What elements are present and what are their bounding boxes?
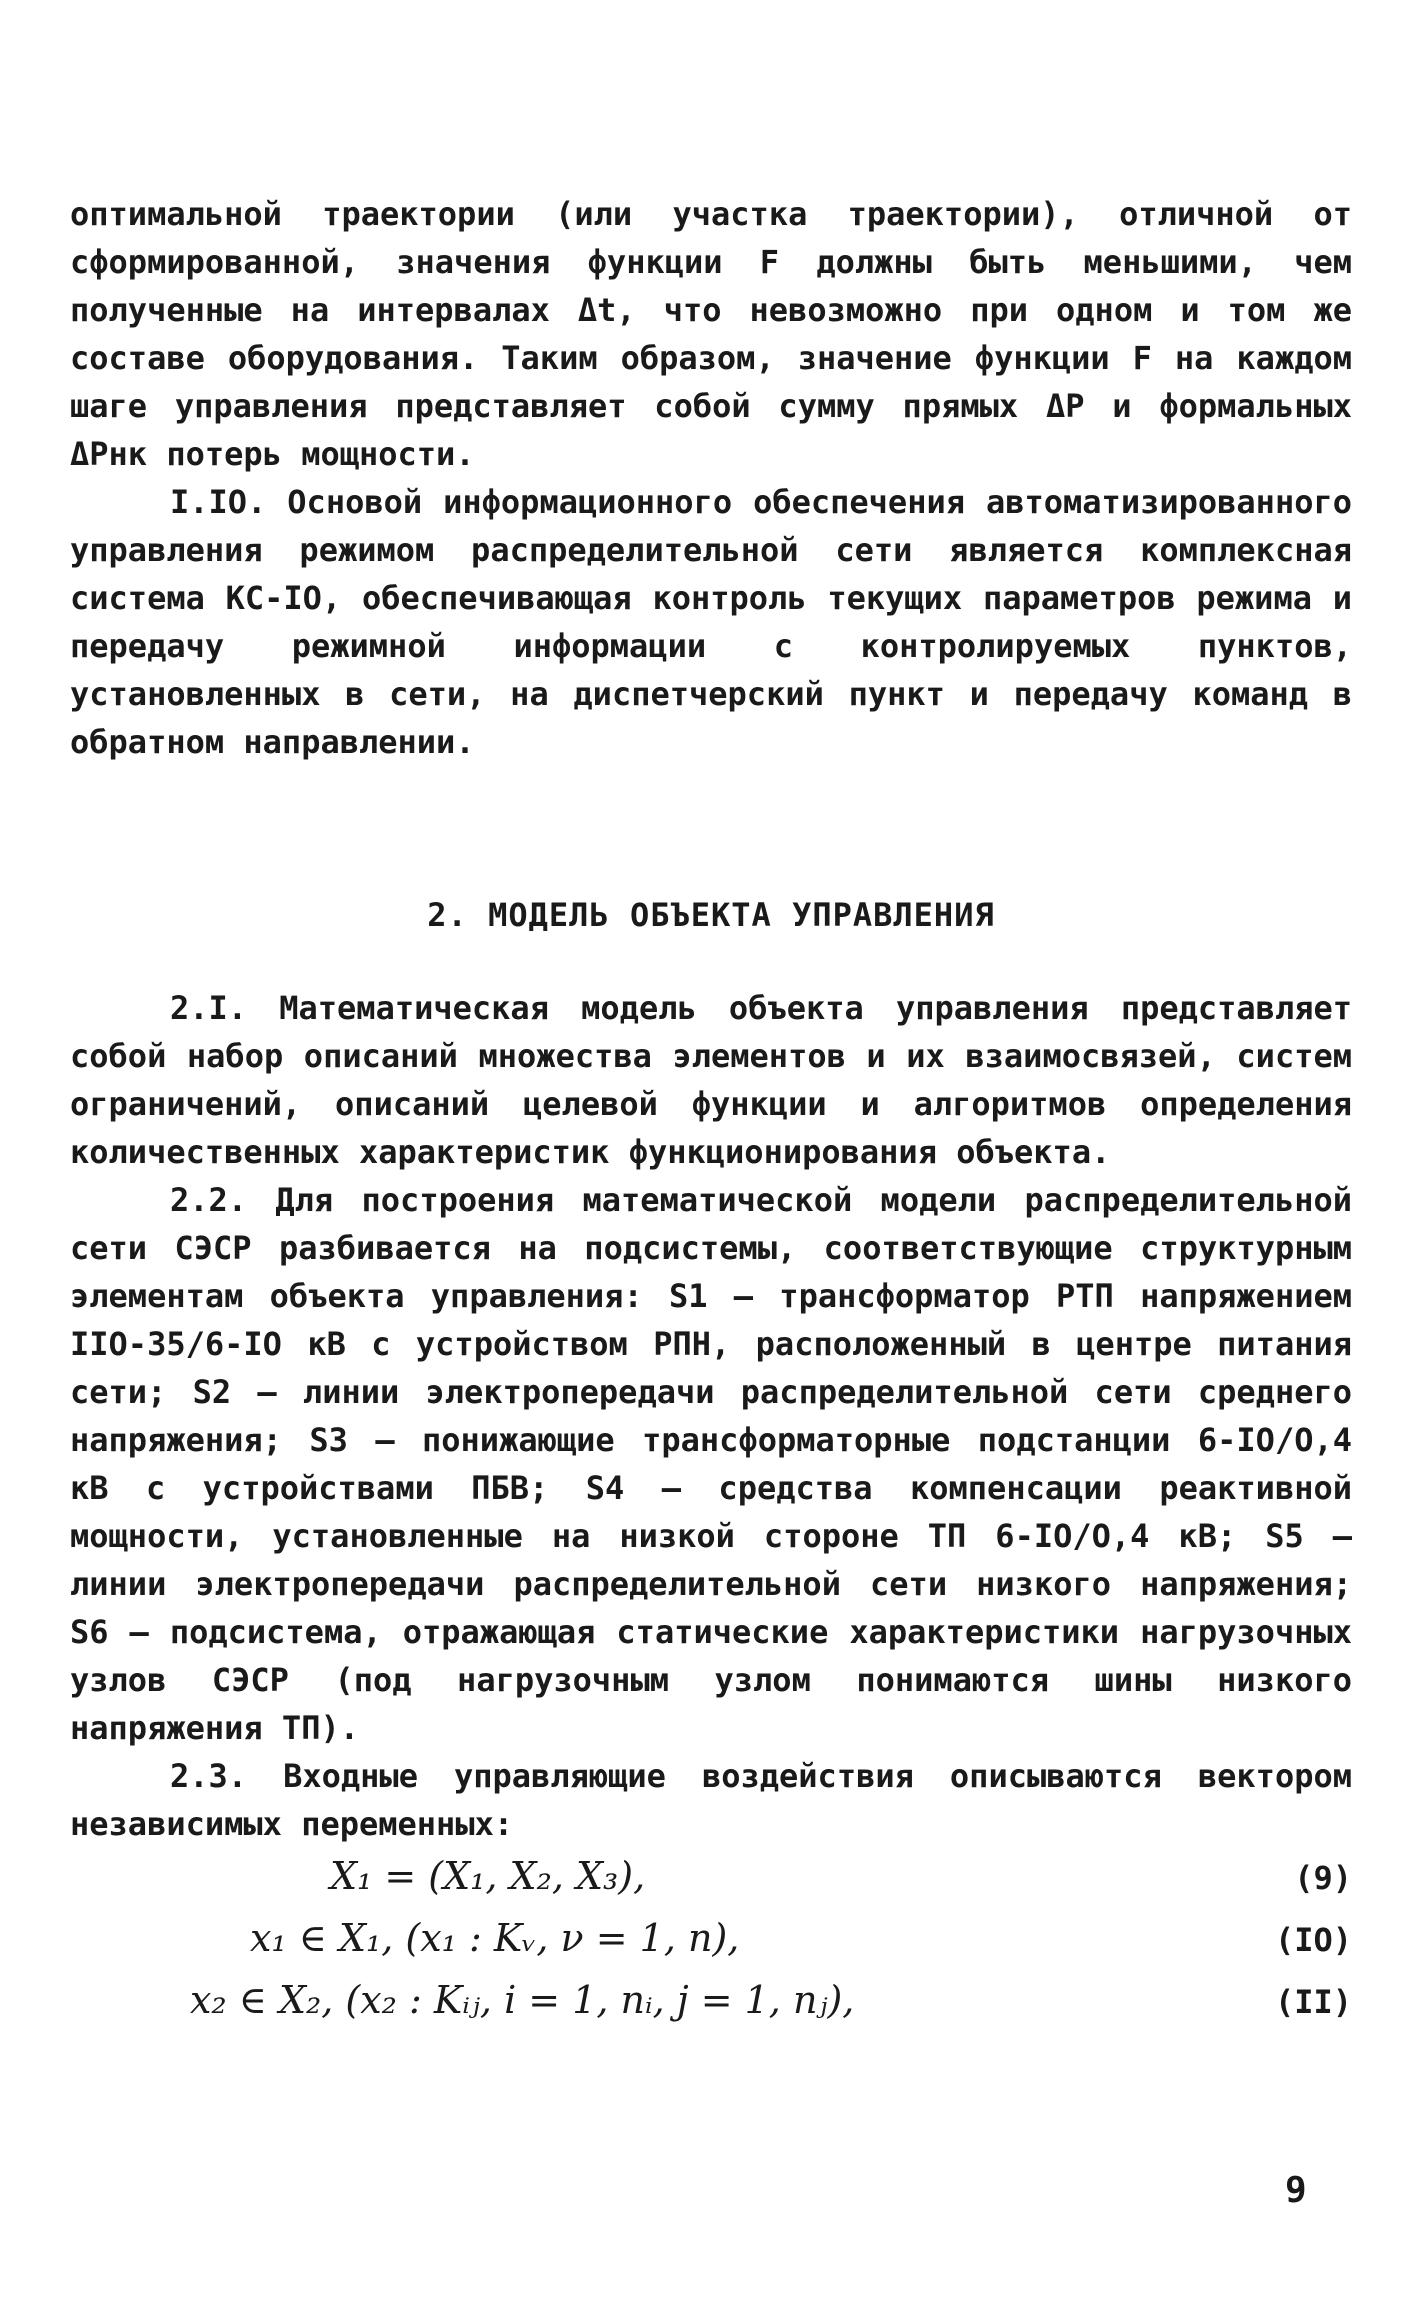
formula-11 <box>70 1972 1352 2034</box>
section-heading: 2. МОДЕЛЬ ОБЪЕКТА УПРАВЛЕНИЯ <box>427 896 995 934</box>
formula-expression: x₁ ∈ X₁, (x₁ : Kᵥ, ν = 1, n), <box>250 1916 740 1960</box>
formula-expression: x₂ ∈ X₂, (x₂ : Kᵢⱼ, i = 1, nᵢ, j = 1, nⱼ), <box>190 1978 855 2022</box>
paragraph-2-3: 2.3. Входные управляющие воздействия описываются вектором независимых переменных: <box>70 1757 1352 1843</box>
formula-number: (II) <box>1274 1983 1352 2021</box>
paragraph-1-10: I.IO. Основой информационного обеспечения автоматизированного управления режимом распределительной сети является комплексная система КС-IO, обеспечивающая контроль текущих параметров режима и передачу режимной информации с контролируемых пунктов, установленных в сети, на диспетчерский пункт и передачу команд в обратном направлении. <box>70 483 1352 761</box>
paragraph-2-1: 2.I. Математическая модель объекта управления представляет собой набор описаний множества элементов и их взаимосвязей, систем ограничений, описаний целевой функции и алгоритмов определения количественных характеристик функционирования объекта. <box>70 989 1352 1171</box>
paragraph-continuation: оптимальной траектории (или участка траектории), отличной от сформированной, значения функции F должны быть меньшими, чем полученные на интервалах Δt, что невозможно при одном и том же составе оборудования. Таким образом, значение функции F на каждом шаге управления представляет собой сумму прямых ΔP и формальных ΔPнк потерь мощности. <box>70 195 1352 473</box>
formula-number: (9) <box>1294 1859 1352 1897</box>
paragraph-2-2: 2.2. Для построения математической модели распределительной сети СЭСР разбивается на подсистемы, соответствующие структурным элементам объекта управления: S1 – трансформатор РТП напряжением IIO-35/6-IO кВ с устройством РПН, расположенный в центре питания сети; S2 – линии электропередачи распределительной сети среднего напряжения; S3 – понижающие трансформаторные подстанции 6-IO/O,4 кВ с устройствами ПБВ; S4 – средства компенсации реактивной мощности, установленные на низкой стороне ТП 6-IO/O,4 кВ; S5 – линии электропередачи распределительной сети низкого напряжения; S6 – подсистема, отражающая статические характеристики нагрузочных узлов СЭСР (под нагрузочным узлом понимаются шины низкого напряжения ТП). <box>70 1181 1352 1747</box>
document-page <box>70 190 1352 2034</box>
formula-9 <box>70 1848 1352 1910</box>
formula-10 <box>70 1910 1352 1972</box>
formula-number: (IO) <box>1274 1921 1352 1959</box>
formula-expression: X₁ = (X₁, X₂, X₃), <box>330 1854 646 1898</box>
page-number: 9 <box>1285 2170 1307 2211</box>
